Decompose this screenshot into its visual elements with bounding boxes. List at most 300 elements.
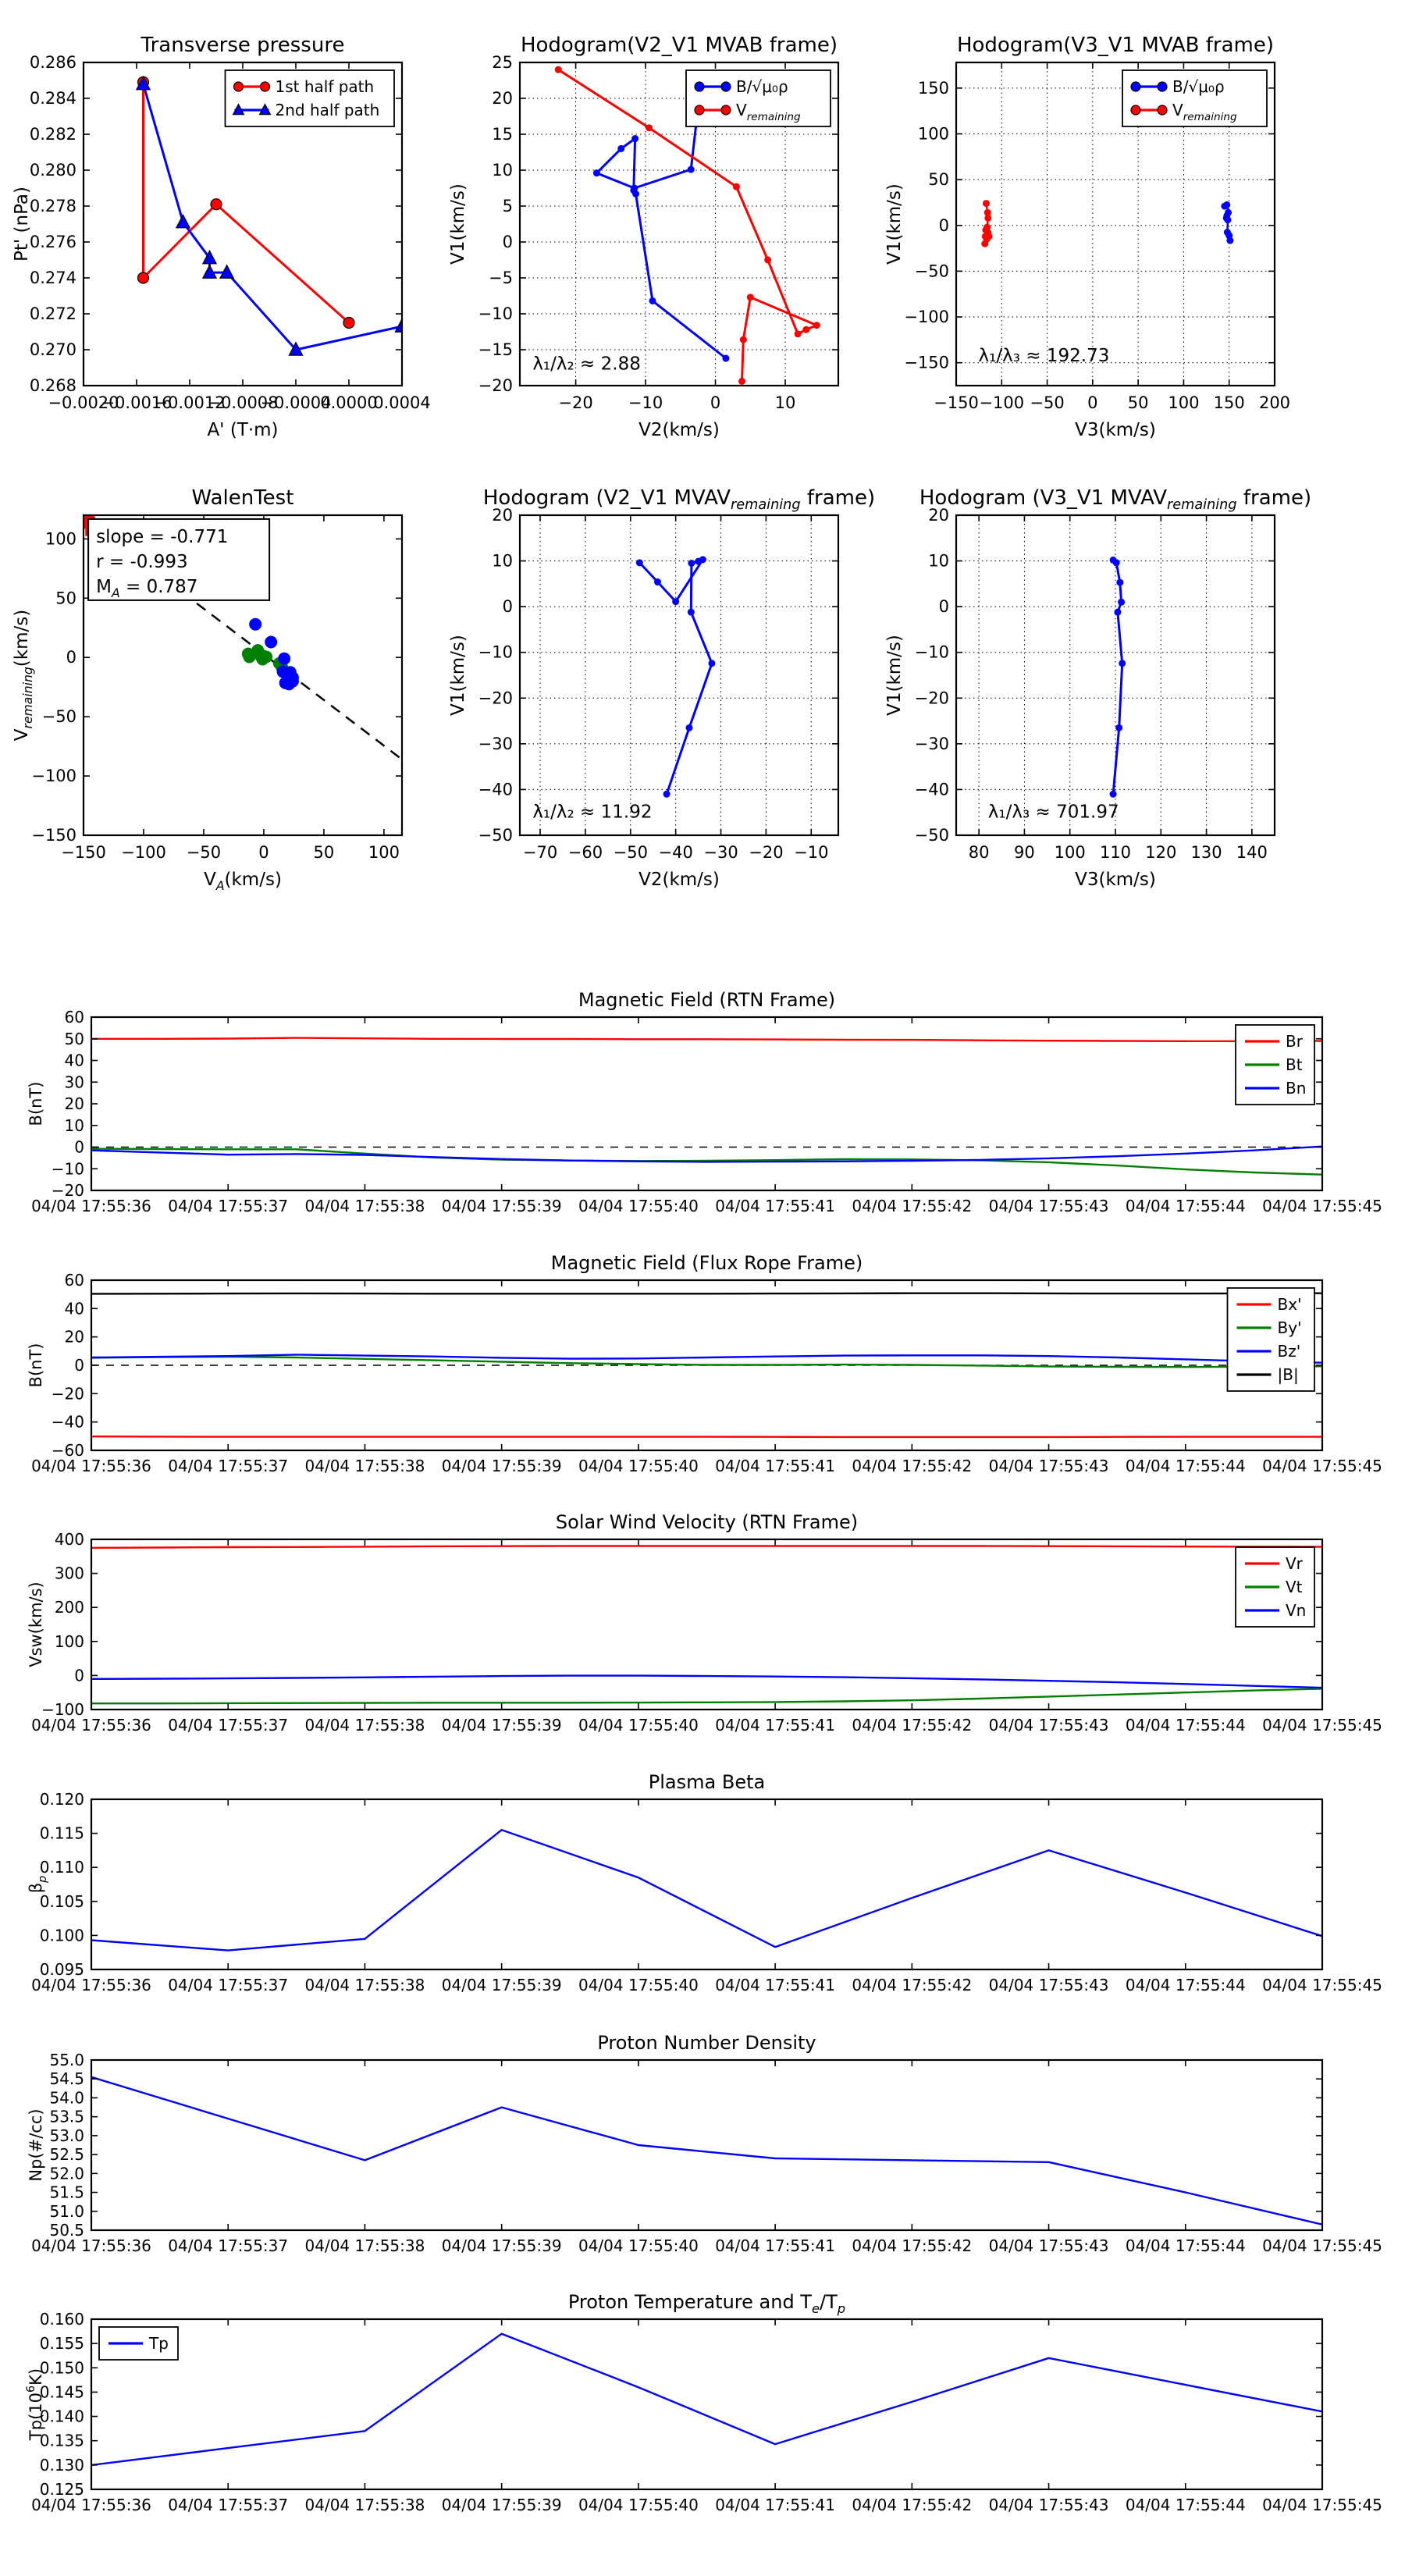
x-tick-label: 50 [1127, 393, 1149, 412]
series-line-v-path [1113, 560, 1122, 794]
y-tick-label: 400 [54, 1530, 84, 1549]
series-group [1110, 557, 1126, 798]
legend-label: $V_{remaining}$ [736, 101, 801, 123]
x-tick-label: −100 [121, 843, 166, 862]
y-tick-label: 15 [492, 125, 513, 144]
x-tick-label: 04/04 17:55:37 [168, 1457, 289, 1475]
x-tick-label: −20 [749, 843, 784, 862]
series-group [91, 2334, 1322, 2465]
plot-hodogram-v2v1-mvab [448, 34, 838, 440]
x-tick-label: 04/04 17:55:37 [168, 2236, 289, 2255]
annotation: λ₁/λ₂ ≈ 2.88 [532, 354, 641, 375]
axes-frame [91, 2060, 1322, 2230]
x-tick-label: 04/04 17:55:42 [852, 1457, 973, 1475]
legend-label: Bz' [1277, 1342, 1301, 1361]
x-tick-label: 04/04 17:55:39 [441, 1976, 562, 1994]
x-tick-label: 130 [1190, 843, 1222, 862]
series-line-tp [91, 2334, 1322, 2465]
ticks [31, 2051, 1382, 2255]
x-tick-label: 04/04 17:55:44 [1125, 1197, 1246, 1215]
y-tick-label: 0.155 [39, 2334, 84, 2354]
y-tick-label: 0.150 [39, 2358, 84, 2378]
grid [520, 515, 838, 835]
series-line-beta-p [91, 1830, 1322, 1950]
x-tick-label: 04/04 17:55:40 [578, 1716, 699, 1735]
series-group [91, 1038, 1322, 1175]
y-tick-label: 30 [64, 1073, 84, 1092]
y-tick-label: 0 [74, 1666, 84, 1685]
x-tick-label: −50 [1030, 393, 1065, 412]
x-tick-label: 120 [1145, 843, 1177, 862]
x-axis-label: V2(km/s) [638, 870, 720, 890]
y-tick-label: −10 [51, 1159, 84, 1179]
annotation: λ₁/λ₃ ≈ 701.97 [987, 802, 1119, 823]
x-tick-label: 110 [1099, 843, 1132, 862]
plot-transverse-pressure [12, 34, 431, 440]
x-tick-label: 04/04 17:55:42 [852, 1716, 973, 1735]
y-tick-label: 60 [64, 1008, 84, 1026]
x-tick-label: 04/04 17:55:37 [168, 1976, 289, 1994]
y-tick-label: −20 [51, 1384, 84, 1404]
y-tick-label: −5 [489, 269, 513, 287]
ticks [31, 1790, 1382, 1994]
legend [99, 2327, 178, 2360]
legend-label: |B| [1277, 1365, 1299, 1384]
y-tick-label: 60 [64, 1271, 84, 1290]
x-tick-label: 100 [1054, 843, 1086, 862]
y-tick-label: 0.115 [39, 1823, 84, 1843]
x-tick-label: 50 [313, 843, 335, 862]
y-tick-label: 100 [44, 529, 76, 549]
x-tick-label: −10 [794, 843, 829, 862]
y-tick-label: 0.272 [29, 304, 76, 323]
plot-proton-temp [25, 2291, 1382, 2514]
y-tick-label: 52.5 [49, 2145, 84, 2165]
y-tick-label: 0.270 [29, 340, 76, 359]
x-tick-label: 04/04 17:55:41 [715, 1197, 836, 1215]
x-tick-label: 04/04 17:55:36 [31, 2236, 151, 2255]
y-tick-label: 51.5 [49, 2183, 84, 2202]
y-axis-label: Pt' (nPa) [12, 187, 32, 262]
y-tick-label: 40 [64, 1299, 84, 1318]
axes-frame [91, 1799, 1322, 1969]
y-axis-label: V1(km/s) [884, 183, 905, 265]
x-tick-label: 04/04 17:55:41 [715, 1457, 836, 1475]
y-tick-label: 0.110 [39, 1858, 84, 1877]
legend [1122, 70, 1267, 126]
y-tick-label: 54.0 [49, 2088, 84, 2108]
plot-proton-density [27, 2032, 1382, 2255]
x-tick-label: 04/04 17:55:43 [988, 1976, 1109, 1994]
plot-plasma-beta [27, 1771, 1382, 1994]
y-tick-label: 0.282 [29, 125, 76, 144]
y-axis-label: V1(km/s) [448, 635, 468, 716]
plot-walen-test [12, 486, 402, 893]
x-tick-label: 04/04 17:55:42 [852, 1197, 973, 1215]
x-tick-label: 04/04 17:55:42 [852, 2496, 973, 2514]
series-group [91, 1830, 1322, 1950]
legend-label: Br [1286, 1032, 1303, 1051]
y-tick-label: −150 [31, 826, 76, 845]
y-axis-label: B(nT) [27, 1081, 45, 1126]
x-tick-label: 04/04 17:55:37 [168, 1197, 289, 1215]
x-tick-label: 04/04 17:55:43 [988, 2236, 1109, 2255]
y-axis-label: Np(#/cc) [27, 2108, 45, 2182]
x-tick-label: 04/04 17:55:39 [441, 1197, 562, 1215]
x-tick-label: 04/04 17:55:40 [578, 1976, 699, 1994]
y-tick-label: −20 [478, 376, 513, 395]
y-tick-label: −20 [51, 1181, 84, 1200]
x-axis-label: V3(km/s) [1075, 870, 1156, 890]
y-tick-label: 20 [64, 1327, 84, 1347]
legend-label: B/√μ₀ρ [1172, 77, 1225, 96]
x-tick-label: 10 [774, 393, 796, 412]
y-tick-label: 100 [917, 124, 949, 144]
x-tick-label: −50 [186, 843, 222, 862]
y-axis-label: $\beta_p$ [27, 1875, 49, 1894]
x-tick-label: 04/04 17:55:44 [1125, 2236, 1246, 2255]
y-tick-label: 5 [502, 197, 513, 215]
y-tick-label: −50 [914, 826, 949, 845]
y-tick-label: 0 [74, 1356, 84, 1375]
y-tick-label: −150 [904, 353, 949, 372]
series-line-np [91, 2077, 1322, 2225]
y-tick-label: 0 [502, 597, 513, 617]
series-group [91, 1546, 1322, 1704]
y-axis-label: V1(km/s) [884, 635, 905, 716]
y-tick-label: 0.105 [39, 1891, 84, 1911]
y-tick-label: 0.145 [39, 2382, 84, 2402]
x-tick-label: −20 [558, 393, 593, 412]
y-tick-label: 40 [64, 1051, 84, 1070]
y-tick-label: 0.100 [39, 1926, 84, 1945]
x-tick-label: 04/04 17:55:39 [441, 2236, 562, 2255]
x-tick-label: 80 [968, 843, 990, 862]
y-tick-label: −100 [41, 1700, 84, 1719]
y-tick-label: −20 [478, 688, 513, 708]
y-tick-label: 53.0 [49, 2126, 84, 2145]
x-tick-label: 140 [1236, 843, 1268, 862]
y-tick-label: 200 [54, 1598, 84, 1617]
plot-title: Solar Wind Velocity (RTN Frame) [555, 1511, 859, 1533]
x-tick-label: 04/04 17:55:45 [1262, 1976, 1382, 1994]
x-tick-label: −150 [934, 393, 979, 412]
x-axis-label: V2(km/s) [638, 420, 720, 440]
y-tick-label: 20 [492, 89, 513, 108]
legend-label: Bx' [1277, 1295, 1302, 1314]
y-tick-label: 0.125 [39, 2480, 84, 2499]
x-tick-label: 04/04 17:55:42 [852, 1976, 973, 1994]
x-tick-label: 04/04 17:55:39 [441, 2496, 562, 2514]
series-group [91, 2077, 1322, 2225]
y-tick-label: −10 [478, 642, 513, 662]
plot-vsw-rtn [27, 1511, 1382, 1735]
y-tick-label: −40 [51, 1412, 84, 1432]
y-tick-label: −50 [914, 262, 949, 281]
x-tick-label: 04/04 17:55:43 [988, 1716, 1109, 1735]
x-tick-label: 04/04 17:55:38 [304, 1976, 425, 1994]
y-tick-label: 55.0 [49, 2051, 84, 2069]
y-tick-label: 54.5 [49, 2069, 84, 2089]
x-tick-label: 04/04 17:55:43 [988, 2496, 1109, 2514]
series-line-vn [91, 1676, 1322, 1688]
x-tick-label: 0.0000 [320, 393, 378, 412]
y-tick-label: −100 [31, 767, 76, 786]
legend [686, 70, 831, 126]
plot-title: Hodogram (V2_V1 $MVAV_{remaining}$ frame) [482, 486, 876, 513]
x-tick-label: 04/04 17:55:45 [1262, 1716, 1382, 1735]
plot-title: Plasma Beta [648, 1771, 766, 1793]
plot-title: Proton Number Density [597, 2032, 816, 2054]
x-axis-label: $V_A(km/s)$ [204, 870, 282, 893]
y-tick-label: 0.278 [29, 197, 76, 215]
y-tick-label: 25 [492, 53, 513, 72]
series-group [981, 200, 1233, 247]
x-tick-label: 04/04 17:55:38 [304, 1197, 425, 1215]
x-tick-label: −0.0004 [260, 393, 332, 412]
x-tick-label: 04/04 17:55:42 [852, 2236, 973, 2255]
series-line-b-magnitude [91, 1293, 1322, 1294]
series-line-v-path [639, 560, 712, 795]
x-tick-label: 04/04 17:55:40 [578, 2496, 699, 2514]
x-tick-label: −0.0012 [154, 393, 226, 412]
series-line-vt [91, 1688, 1322, 1703]
y-tick-label: −30 [478, 734, 513, 753]
y-tick-label: −40 [478, 780, 513, 799]
y-tick-label: 300 [54, 1564, 84, 1583]
plot-title: Hodogram(V2_V1 MVAB frame) [520, 34, 838, 57]
y-tick-label: 20 [492, 506, 513, 525]
series-line-br [91, 1038, 1322, 1041]
x-tick-label: 100 [1168, 393, 1200, 412]
y-tick-label: 0.286 [29, 53, 76, 72]
y-tick-label: 0.280 [29, 161, 76, 180]
y-tick-label: −100 [904, 308, 949, 327]
legend [226, 70, 395, 126]
ticks [31, 1271, 1382, 1475]
plot-title: Magnetic Field (Flux Rope Frame) [550, 1252, 863, 1274]
y-tick-label: 0.135 [39, 2431, 84, 2450]
y-tick-label: 0.276 [29, 233, 76, 251]
series-line-vr [91, 1546, 1322, 1548]
legend [1236, 1025, 1314, 1105]
x-tick-label: 04/04 17:55:41 [715, 1976, 836, 1994]
y-tick-label: −10 [914, 642, 949, 662]
y-tick-label: 0.274 [29, 269, 76, 287]
legend [1236, 1547, 1314, 1627]
x-axis-label: A' (T·m) [207, 420, 279, 440]
y-tick-label: 10 [928, 551, 949, 571]
y-tick-label: 10 [492, 551, 513, 571]
y-tick-label: 0 [66, 648, 76, 667]
y-tick-label: −10 [478, 304, 513, 323]
x-tick-label: 0.0004 [373, 393, 431, 412]
x-tick-label: 04/04 17:55:36 [31, 1716, 151, 1735]
x-tick-label: 04/04 17:55:40 [578, 1197, 699, 1215]
x-tick-label: −60 [567, 843, 603, 862]
y-tick-label: 50 [928, 170, 949, 190]
y-tick-label: 52.0 [49, 2164, 84, 2183]
x-tick-label: 150 [1213, 393, 1245, 412]
y-axis-label: $V_{remaining}(km/s)$ [12, 609, 35, 742]
series-markers-b-over-sqrt-mu0-rho [1221, 201, 1233, 244]
axes-frame [520, 515, 838, 835]
y-tick-label: 0 [938, 215, 949, 235]
x-tick-label: 04/04 17:55:41 [715, 2496, 836, 2514]
axes-frame [91, 2319, 1322, 2489]
y-axis-label: V1(km/s) [448, 183, 468, 265]
x-tick-label: 04/04 17:55:38 [304, 2236, 425, 2255]
x-tick-label: 04/04 17:55:36 [31, 2496, 151, 2514]
y-tick-label: 10 [64, 1115, 84, 1135]
x-tick-label: −50 [613, 843, 648, 862]
plot-title: Magnetic Field (RTN Frame) [578, 989, 836, 1011]
x-tick-label: 04/04 17:55:44 [1125, 1716, 1246, 1735]
ticks [31, 2310, 1382, 2514]
x-tick-label: 90 [1014, 843, 1035, 862]
y-tick-label: −60 [51, 1441, 84, 1460]
plot-hodogram-v2v1-mvav [448, 486, 875, 890]
x-tick-label: 04/04 17:55:38 [304, 2496, 425, 2514]
y-tick-label: 0.160 [39, 2310, 84, 2329]
legend-label: B/√μ₀ρ [736, 77, 788, 96]
x-tick-label: 04/04 17:55:40 [578, 1457, 699, 1475]
legend-label: Bn [1286, 1079, 1307, 1098]
y-tick-label: 50 [64, 1029, 84, 1048]
x-tick-label: −100 [979, 393, 1025, 412]
x-tick-label: 04/04 17:55:40 [578, 2236, 699, 2255]
x-tick-label: 04/04 17:55:39 [441, 1457, 562, 1475]
x-tick-label: −0.0020 [48, 393, 119, 412]
y-tick-label: 20 [64, 1094, 84, 1113]
legend-label: $V_{remaining}$ [1172, 101, 1237, 123]
y-tick-label: 10 [492, 161, 513, 180]
legend-label: 2nd half path [275, 101, 380, 119]
y-tick-label: 51.0 [49, 2201, 84, 2221]
series-group [636, 556, 716, 797]
y-tick-label: 100 [54, 1631, 84, 1651]
y-tick-label: −50 [478, 826, 513, 845]
axes-frame [91, 1539, 1322, 1710]
y-tick-label: −30 [914, 734, 949, 753]
x-tick-label: 04/04 17:55:41 [715, 1716, 836, 1735]
legend-label: Vt [1286, 1578, 1303, 1596]
plot-title: Hodogram(V3_V1 MVAB frame) [956, 34, 1275, 57]
x-tick-label: 04/04 17:55:36 [31, 1457, 151, 1475]
x-tick-label: −40 [658, 843, 693, 862]
y-tick-label: 0.130 [39, 2455, 84, 2475]
series-line-bz-prime [91, 1354, 1322, 1362]
plot-hodogram-v3v1-mvav [884, 486, 1311, 890]
x-tick-label: 04/04 17:55:44 [1125, 1457, 1246, 1475]
y-tick-label: 150 [917, 78, 949, 98]
plot-b-flux-rope [27, 1252, 1382, 1475]
x-tick-label: −70 [522, 843, 558, 862]
plot-hodogram-v3v1-mvab [884, 34, 1290, 440]
legend-label: By' [1277, 1318, 1302, 1337]
legend [1228, 1288, 1315, 1391]
annotation-line: r = -0.993 [96, 551, 188, 572]
x-tick-label: −30 [703, 843, 738, 862]
y-tick-label: 0.284 [29, 89, 76, 108]
x-tick-label: 04/04 17:55:38 [304, 1457, 425, 1475]
x-tick-label: 04/04 17:55:45 [1262, 1197, 1382, 1215]
x-tick-label: 04/04 17:55:45 [1262, 2496, 1382, 2514]
y-tick-label: 0.095 [39, 1960, 84, 1979]
legend-label: Vn [1286, 1601, 1307, 1620]
y-tick-label: 0.140 [39, 2407, 84, 2426]
y-tick-label: 53.5 [49, 2107, 84, 2126]
plot-b-rtn [27, 989, 1382, 1215]
y-axis-label: Vsw(km/s) [27, 1582, 45, 1667]
annotation: λ₁/λ₃ ≈ 192.73 [978, 345, 1110, 366]
series-markers-v-path [636, 556, 716, 797]
y-tick-label: −50 [41, 707, 76, 727]
y-tick-label: −15 [478, 340, 513, 359]
x-tick-label: 0 [710, 393, 721, 412]
annotation: λ₁/λ₂ ≈ 11.92 [532, 802, 653, 823]
x-tick-label: 04/04 17:55:37 [168, 2496, 289, 2514]
y-tick-label: 50 [55, 589, 76, 608]
x-tick-label: 04/04 17:55:36 [31, 1976, 151, 1994]
x-tick-label: 04/04 17:55:43 [988, 1197, 1109, 1215]
x-tick-label: 04/04 17:55:41 [715, 2236, 836, 2255]
plot-title: WalenTest [191, 486, 294, 510]
y-tick-label: −40 [914, 780, 949, 799]
x-tick-label: −150 [61, 843, 106, 862]
y-axis-label: $Tp(10^6K)$ [25, 2368, 45, 2441]
legend-label: Vr [1286, 1554, 1303, 1573]
y-tick-label: −20 [914, 688, 949, 708]
plot-title: Hodogram (V3_V1 $MVAV_{remaining}$ frame) [919, 486, 1312, 513]
series-markers-v-path [1110, 557, 1126, 798]
y-tick-label: 50.5 [49, 2221, 84, 2240]
x-tick-label: −0.0016 [101, 393, 173, 412]
x-tick-label: 04/04 17:55:43 [988, 1457, 1109, 1475]
x-tick-label: 04/04 17:55:45 [1262, 2236, 1382, 2255]
x-tick-label: 100 [368, 843, 400, 862]
legend-label: Bt [1286, 1055, 1303, 1074]
y-tick-label: 20 [928, 506, 949, 525]
plot-title: Transverse pressure [140, 34, 345, 57]
x-tick-label: 04/04 17:55:39 [441, 1716, 562, 1735]
annotation-line: slope = -0.771 [96, 526, 229, 547]
y-tick-label: 0.120 [39, 1790, 84, 1809]
x-tick-label: 0 [1087, 393, 1098, 412]
y-tick-label: 0.268 [29, 376, 76, 395]
series-line-bx-prime [91, 1436, 1322, 1437]
annotation-line: $M_A = 0.787$ [96, 576, 198, 600]
legend-label: 1st half path [275, 77, 375, 96]
y-tick-label: 0 [938, 597, 949, 617]
x-tick-label: 04/04 17:55:38 [304, 1716, 425, 1735]
x-tick-label: 04/04 17:55:45 [1262, 1457, 1382, 1475]
x-axis-label: V3(km/s) [1075, 420, 1156, 440]
y-tick-label: 0 [74, 1137, 84, 1157]
x-tick-label: 04/04 17:55:37 [168, 1716, 289, 1735]
x-tick-label: −0.0008 [207, 393, 279, 412]
x-tick-label: 04/04 17:55:44 [1125, 2496, 1246, 2514]
x-tick-label: 04/04 17:55:36 [31, 1197, 151, 1215]
x-tick-label: 200 [1258, 393, 1291, 412]
x-tick-label: 0 [258, 843, 269, 862]
y-axis-label: B(nT) [27, 1343, 45, 1388]
axes-frame [91, 1017, 1322, 1190]
y-tick-label: 0 [502, 233, 513, 251]
x-tick-label: 04/04 17:55:44 [1125, 1976, 1246, 1994]
plot-title: Proton Temperature and $T_e/T_p$ [567, 2291, 846, 2316]
x-tick-label: −10 [628, 393, 663, 412]
